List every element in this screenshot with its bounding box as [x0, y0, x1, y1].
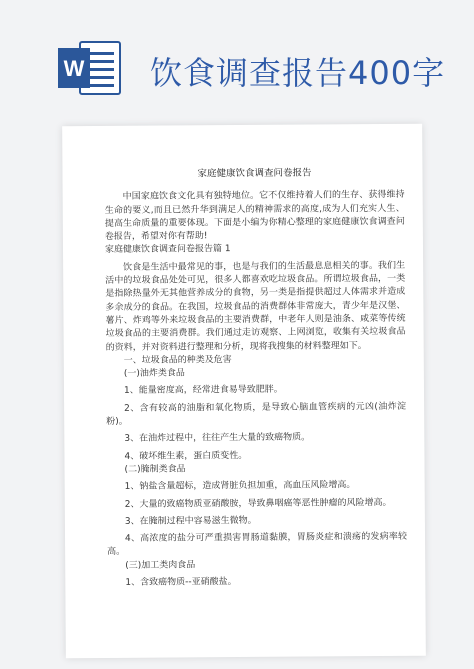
- intro-paragraph: 中国家庭饮食文化具有独特地位。它不仅维持着人们的生存、获得维持生命的要义,而且已然升华到满足人的精神需求的高度,成为人们充实人生、提高生命质量的重要体现。下面是小编为你精心整理的家庭健康饮食调查问卷报告，希望对你有帮助!: [104, 190, 405, 243]
- list-item: 1、能量密度高，经常进食易导致肥胖。: [123, 385, 283, 397]
- list-item: 3、在腌制过程中容易滋生微物。: [124, 515, 257, 527]
- subsection-pickled: (二)腌制类食品: [124, 464, 186, 475]
- body-paragraph: 饮食是生活中最常见的事，也是与我们的生活最息息相关的事。我们生活中的垃圾食品处处可见，很多人都喜欢吃垃圾食品。所谓垃圾食品，一类是指除热量外无其他营养成分的食物，另一类是指提供超过人体需求并造成多余成分的食品。在我国，垃圾食品的消费群体非常庞大，青少年是汉堡、薯片、炸鸡等外来垃圾食品的主要消费群，中老年人则是油条、咸菜等传统垃圾食品的主要消费群。我们通过走访观察、上网浏览，收集有关垃圾食品的资料，并对资料进行整理和分析，现将我搜集的材料整理如下。: [105, 260, 406, 353]
- list-item: 2、大量的致癌物质亚硝酸胺，导致鼻咽癌等恶性肿瘤的风险增高。: [124, 497, 392, 510]
- list-item: 3、在油炸过程中，往往产生大量的致癌物质。: [124, 432, 311, 445]
- report-heading: 家庭健康饮食调查问卷报告篇 1: [104, 244, 231, 256]
- document-title: 家庭健康饮食调查问卷报告: [197, 167, 312, 180]
- banner-title: 饮食调查报告400字: [150, 54, 446, 92]
- list-item: 4、破坏维生素，蛋白质变性。: [124, 450, 248, 462]
- list-item: 1、钠盐含量超标，造成肾脏负担加重，高血压风险增高。: [124, 480, 356, 493]
- subsection-processed: (三)加工类肉食品: [125, 560, 196, 571]
- list-item: 1、含致癌物质--亚硝酸盐。: [125, 577, 237, 588]
- list-item: 4、高浓度的盐分可严重损害胃肠道黏膜，胃肠炎症和溃疡的发病率较高。: [107, 531, 408, 558]
- logo-letter: W: [63, 56, 85, 81]
- list-item: 2、含有较高的油脂和氧化物质，是导致心脑血管疾病的元凶(油炸淀粉)。: [106, 401, 407, 428]
- document-page: [62, 124, 426, 659]
- section-heading: 一、垃圾食品的种类及危害: [123, 354, 232, 366]
- document-content: [104, 166, 407, 590]
- word-logo-icon: [58, 38, 122, 98]
- subsection-fried: (一)油炸类食品: [123, 368, 185, 379]
- banner-header: [0, 0, 474, 120]
